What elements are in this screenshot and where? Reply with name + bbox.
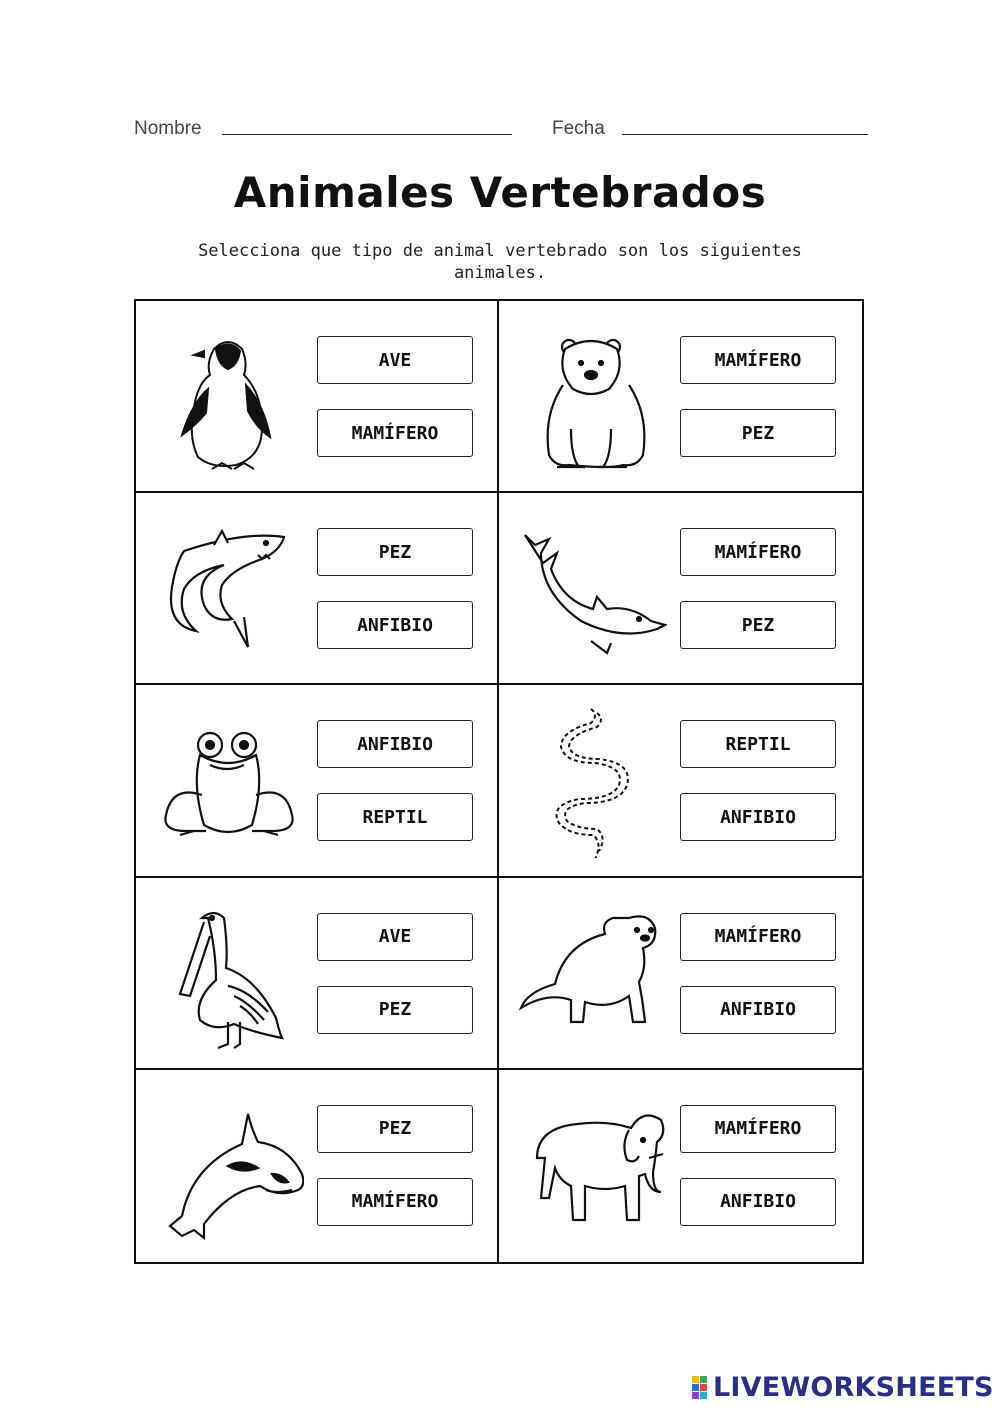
brand-name: LIVEWORKSHEETS bbox=[713, 1372, 994, 1403]
logo-block bbox=[700, 1376, 707, 1383]
option-button[interactable]: ANFIBIO bbox=[317, 601, 473, 649]
option-button[interactable]: MAMÍFERO bbox=[680, 913, 836, 961]
brand-mark-icon bbox=[692, 1376, 707, 1399]
animal-cell bbox=[499, 493, 862, 685]
animal-cell bbox=[499, 685, 862, 877]
dolphin-icon bbox=[517, 511, 667, 666]
name-field[interactable] bbox=[134, 118, 202, 140]
frog-icon bbox=[154, 703, 304, 858]
name-line bbox=[222, 134, 512, 135]
animal-cell bbox=[499, 1070, 862, 1262]
date-label: Fecha bbox=[552, 118, 605, 139]
page-title: Animales Vertebrados bbox=[233, 168, 767, 217]
otter-icon bbox=[517, 896, 667, 1051]
option-button[interactable]: REPTIL bbox=[680, 720, 836, 768]
logo-block bbox=[700, 1384, 707, 1391]
option-button[interactable]: ANFIBIO bbox=[680, 793, 836, 841]
logo-block bbox=[692, 1376, 699, 1383]
option-button[interactable]: PEZ bbox=[317, 1105, 473, 1153]
option-button[interactable]: ANFIBIO bbox=[317, 720, 473, 768]
answer-grid bbox=[134, 299, 864, 1264]
option-button[interactable]: PEZ bbox=[317, 986, 473, 1034]
date-field[interactable] bbox=[552, 118, 605, 140]
animal-cell bbox=[136, 685, 499, 877]
shark-icon bbox=[154, 511, 304, 666]
name-label: Nombre bbox=[134, 118, 202, 139]
option-button[interactable]: MAMÍFERO bbox=[317, 1178, 473, 1226]
polar-bear-icon bbox=[517, 319, 667, 474]
option-button[interactable]: ANFIBIO bbox=[680, 986, 836, 1034]
option-button[interactable]: MAMÍFERO bbox=[680, 528, 836, 576]
pelican-icon bbox=[154, 896, 304, 1051]
animal-cell bbox=[136, 493, 499, 685]
penguin-icon bbox=[154, 319, 304, 474]
option-button[interactable]: MAMÍFERO bbox=[317, 409, 473, 457]
animal-cell bbox=[136, 1070, 499, 1262]
option-button[interactable]: AVE bbox=[317, 336, 473, 384]
logo-block bbox=[700, 1392, 707, 1399]
option-button[interactable]: PEZ bbox=[680, 409, 836, 457]
animal-cell bbox=[499, 878, 862, 1070]
instructions: Selecciona que tipo de animal vertebrado son los siguientes animales. bbox=[198, 241, 802, 283]
logo-block bbox=[692, 1384, 699, 1391]
elephant-icon bbox=[517, 1088, 667, 1243]
date-line bbox=[622, 134, 868, 135]
option-button[interactable]: PEZ bbox=[317, 528, 473, 576]
animal-cell bbox=[136, 878, 499, 1070]
option-button[interactable]: AVE bbox=[317, 913, 473, 961]
liveworksheets-logo bbox=[692, 1372, 994, 1403]
option-button[interactable]: MAMÍFERO bbox=[680, 336, 836, 384]
logo-block bbox=[692, 1392, 699, 1399]
option-button[interactable]: ANFIBIO bbox=[680, 1178, 836, 1226]
animal-cell bbox=[136, 301, 499, 493]
option-button[interactable]: PEZ bbox=[680, 601, 836, 649]
orca-icon bbox=[154, 1088, 304, 1243]
snake-icon bbox=[517, 703, 667, 858]
animal-cell bbox=[499, 301, 862, 493]
option-button[interactable]: REPTIL bbox=[317, 793, 473, 841]
option-button[interactable]: MAMÍFERO bbox=[680, 1105, 836, 1153]
